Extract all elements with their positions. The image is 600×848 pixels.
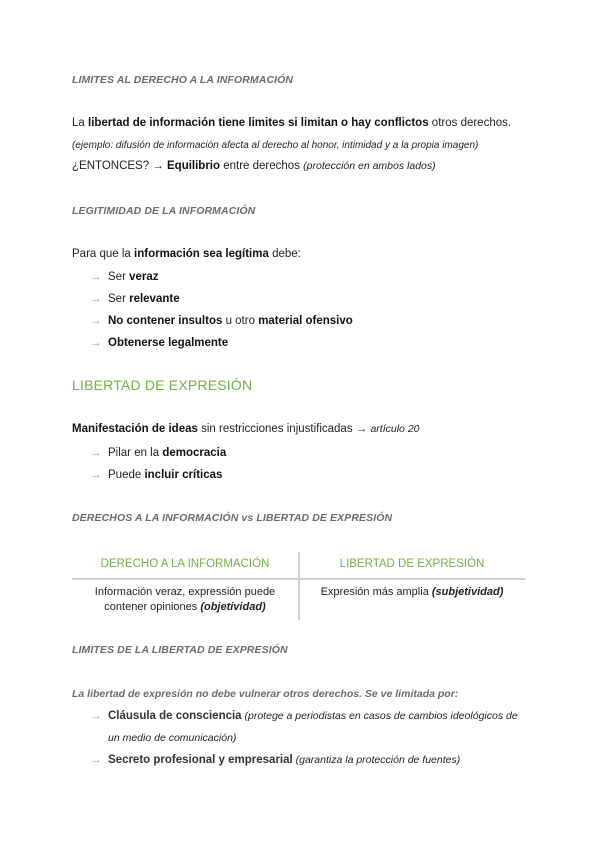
table-cell	[307, 585, 517, 600]
table-cell	[80, 585, 290, 615]
heading-derechos-vs-libertad: DERECHOS A LA INFORMACIÓN vs LIBERTAD DE EXPRESIÓN	[72, 512, 393, 524]
list-item	[90, 291, 353, 313]
paragraph-entonces	[72, 160, 436, 172]
paragraph-vulnerar: La libertad de expresión no debe vulnerar otros derechos. Se ve limitada por:	[72, 688, 459, 700]
bold-text: Secreto profesional y empresarial	[108, 754, 293, 766]
italic-text: (protección en ambos lados)	[303, 160, 436, 172]
bold-text: relevante	[129, 293, 180, 305]
list-limites	[90, 708, 518, 774]
list-item	[90, 335, 353, 357]
arrow-right-icon: →	[90, 469, 102, 481]
bold-text: democracia	[162, 447, 227, 459]
bold-text: Obtenerse legalmente	[108, 337, 229, 349]
section-title-libertad-expresion: LIBERTAD DE EXPRESIÓN	[72, 377, 253, 393]
list-item	[90, 467, 226, 489]
heading-legitimidad: LEGITIMIDAD DE LA INFORMACIÓN	[72, 205, 256, 217]
text: Puede	[108, 469, 145, 481]
italic-text: artículo 20	[370, 423, 420, 435]
arrow-right-icon: →	[90, 337, 102, 349]
paragraph-ejemplo: (ejemplo: difusión de información afecta al derecho al honor, intimidad y a la propia imagen)	[72, 140, 479, 151]
heading-limites-libertad-expresion: LIMITES DE LA LIBERTAD DE EXPRESIÓN	[72, 644, 288, 656]
italic-text: (garantiza la protección de fuentes)	[292, 754, 461, 766]
bold-text: No contener insultos	[108, 315, 223, 327]
table-column-libertad-expresion	[299, 552, 525, 622]
text: debe:	[268, 248, 301, 260]
text: otros derechos.	[428, 117, 512, 129]
bold-text: información sea legítima	[134, 248, 269, 260]
text: Ser	[108, 271, 130, 283]
bold-text: material ofensivo	[258, 315, 353, 327]
table-header: LIBERTAD DE EXPRESIÓN	[339, 558, 485, 570]
arrow-right-icon: →	[90, 710, 102, 722]
text: Expresión más amplia	[320, 586, 432, 598]
text: La	[72, 117, 88, 129]
italic-text: un medio de comunicación)	[108, 732, 237, 744]
list-item	[90, 752, 518, 774]
arrow-right-icon: →	[90, 754, 102, 766]
bold-text: veraz	[129, 271, 159, 283]
paragraph-libertad-informacion	[72, 117, 511, 129]
text: Información veraz, expressión puede contener opiniones	[94, 586, 276, 613]
arrow-right-icon: →	[90, 293, 102, 305]
paragraph-legitima	[72, 248, 301, 260]
comparison-table	[72, 552, 525, 622]
text: Pilar en la	[108, 447, 163, 459]
list-item	[90, 708, 518, 730]
italic-text: (protege a periodistas en casos de cambios ideológicos de	[241, 710, 518, 722]
arrow-right-icon: →	[90, 447, 102, 459]
bold-text: (subjetividad)	[431, 586, 504, 598]
bold-text: Equilibrio	[167, 160, 221, 172]
list-item	[90, 269, 353, 291]
text: sin restricciones injustificadas →	[197, 423, 371, 435]
bold-text: libertad de información tiene limites si limitan o hay conflictos	[88, 117, 429, 129]
list-item	[90, 313, 353, 335]
bold-text: Cláusula de consciencia	[108, 710, 242, 722]
table-column-derecho-informacion	[72, 552, 298, 622]
text: ¿ENTONCES? →	[72, 160, 167, 172]
bold-text: incluir críticas	[144, 469, 223, 481]
bold-text: (objetividad)	[200, 601, 266, 613]
table-divider-vertical	[298, 552, 300, 620]
text: u otro	[222, 315, 259, 327]
list-item-continuation	[90, 730, 518, 752]
arrow-right-icon: →	[90, 271, 102, 283]
text: Ser	[108, 293, 130, 305]
text: entre derechos	[220, 160, 304, 172]
heading-limites-derecho-informacion: LIMITES AL DERECHO A LA INFORMACIÓN	[72, 74, 294, 86]
text: Para que la	[72, 248, 135, 260]
list-expresion	[90, 445, 226, 489]
list-legitimidad	[90, 269, 353, 357]
arrow-right-icon: →	[90, 315, 102, 327]
table-header: DERECHO A LA INFORMACIÓN	[100, 558, 270, 570]
bold-text: Manifestación de ideas	[72, 423, 198, 435]
paragraph-manifestacion	[72, 423, 420, 435]
list-item	[90, 445, 226, 467]
table-divider-horizontal	[72, 578, 525, 580]
